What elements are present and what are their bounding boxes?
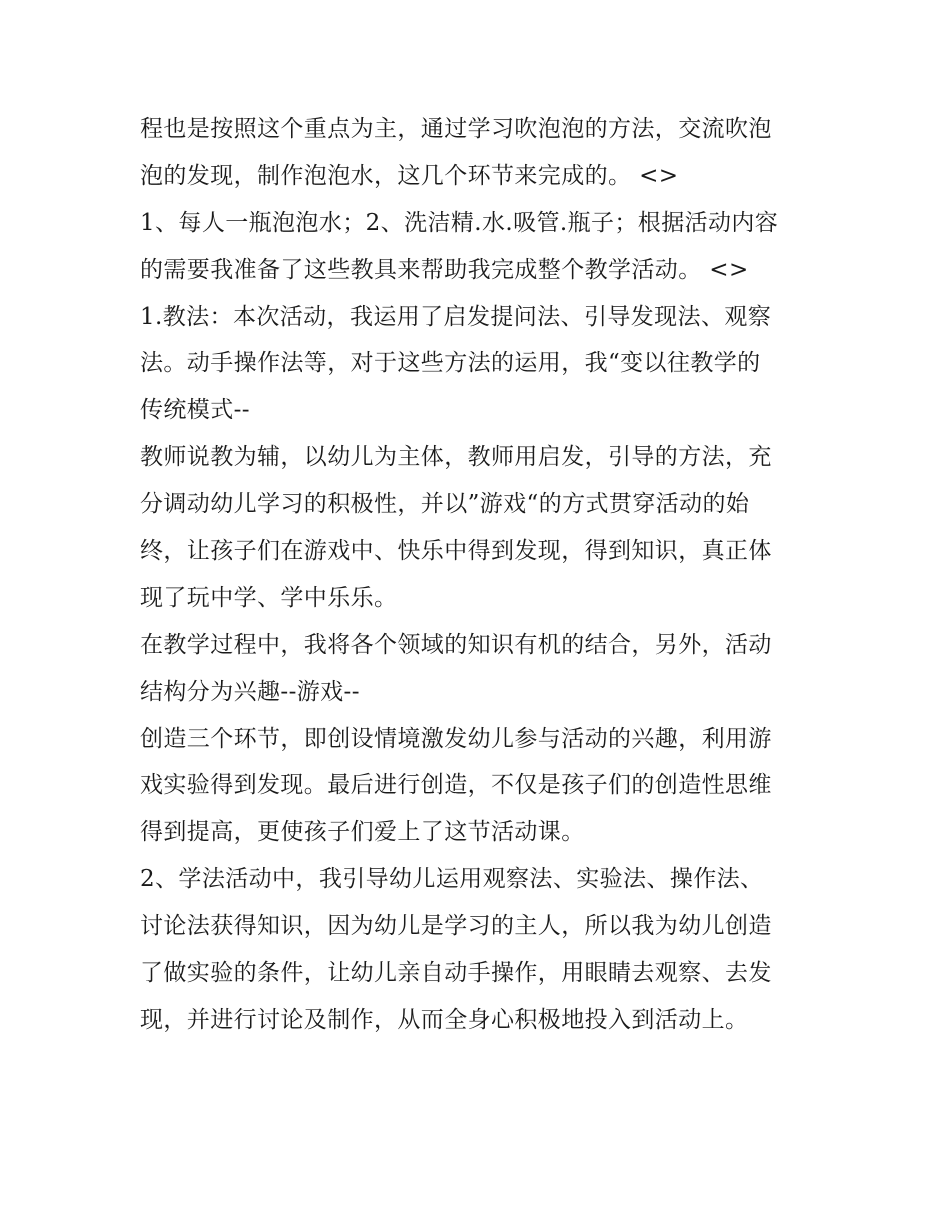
text-line: 2、学法活动中，我引导幼儿运用观察法、实验法、操作法、	[140, 866, 764, 893]
text-line: 法。动手操作法等，对于这些方法的运用，我“变以往教学的	[140, 350, 761, 377]
text-line: 创造三个环节，即创设情境激发幼儿参与活动的兴趣，利用游	[140, 725, 772, 752]
text-line: 得到提高，更使孩子们爱上了这节活动课。	[140, 819, 585, 846]
text-line: 现，并进行讨论及制作，从而全身心积极地投入到活动上。	[140, 1006, 749, 1033]
text-line: 传统模式--	[140, 397, 250, 424]
text-line: 讨论法获得知识，因为幼儿是学习的主人，所以我为幼儿创造	[140, 913, 772, 940]
text-line: 泡的发现，制作泡泡水，这几个环节来完成的。 <>	[140, 162, 679, 189]
text-line: 终，让孩子们在游戏中、快乐中得到发现，得到知识，真正体	[140, 538, 772, 565]
text-line: 结构分为兴趣--游戏--	[140, 678, 360, 705]
text-line: 现了玩中学、学中乐乐。	[140, 584, 398, 611]
text-line: 程也是按照这个重点为主，通过学习吹泡泡的方法，交流吹泡	[140, 116, 772, 142]
text-line: 戏实验得到发现。最后进行创造，不仅是孩子们的创造性思维	[140, 772, 772, 799]
document-body	[140, 106, 830, 1044]
text-line: 分调动幼儿学习的积极性，并以”游戏“的方式贯穿活动的始	[140, 491, 750, 518]
text-line: 的需要我准备了这些教具来帮助我完成整个教学活动。 <>	[140, 256, 749, 283]
text-line: 了做实验的条件，让幼儿亲自动手操作，用眼睛去观察、去发	[140, 960, 772, 987]
text-line: 教师说教为辅，以幼儿为主体，教师用启发，引导的方法，充	[140, 444, 772, 471]
text-line: 1、每人一瓶泡泡水；2、洗洁精.水.吸管.瓶子；根据活动内容	[140, 209, 779, 236]
text-line: 1.教法：本次活动，我运用了启发提问法、引导发现法、观察	[140, 303, 772, 330]
text-line: 在教学过程中，我将各个领域的知识有机的结合，另外，活动	[140, 631, 772, 658]
